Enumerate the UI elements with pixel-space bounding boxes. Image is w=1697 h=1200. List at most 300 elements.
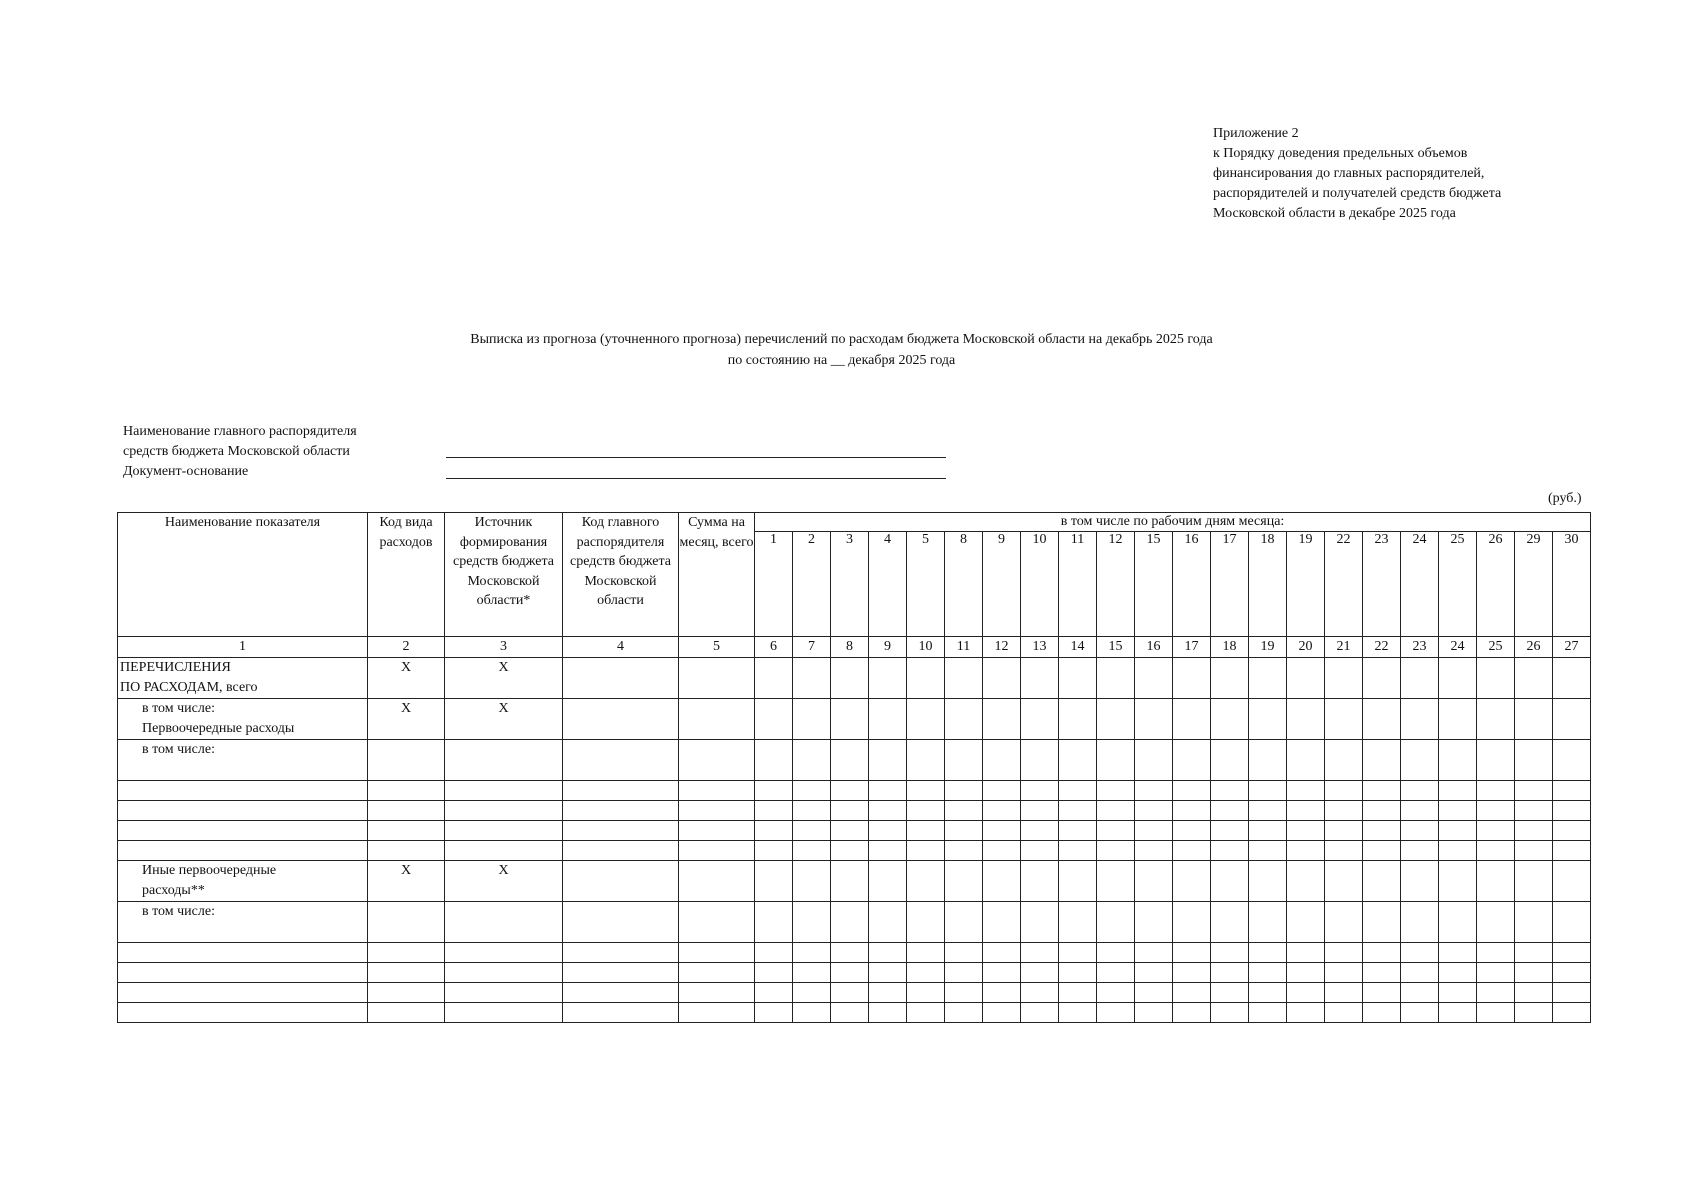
day-cell[interactable]	[1097, 821, 1135, 841]
day-cell[interactable]	[869, 983, 907, 1003]
day-cell[interactable]	[1553, 841, 1591, 861]
table-cell[interactable]	[679, 943, 755, 963]
day-cell[interactable]	[1401, 658, 1439, 699]
day-cell[interactable]	[1287, 963, 1325, 983]
day-cell[interactable]	[1439, 699, 1477, 740]
day-cell[interactable]	[907, 740, 945, 781]
day-cell[interactable]	[1401, 801, 1439, 821]
day-cell[interactable]	[983, 699, 1021, 740]
day-cell[interactable]	[1515, 699, 1553, 740]
table-cell[interactable]	[563, 801, 679, 821]
day-cell[interactable]	[1021, 861, 1059, 902]
day-cell[interactable]	[1287, 801, 1325, 821]
day-cell[interactable]	[831, 902, 869, 943]
day-cell[interactable]	[1515, 740, 1553, 781]
day-cell[interactable]	[907, 983, 945, 1003]
day-cell[interactable]	[1021, 841, 1059, 861]
day-cell[interactable]	[945, 821, 983, 841]
day-cell[interactable]	[1097, 902, 1135, 943]
day-cell[interactable]	[1439, 821, 1477, 841]
day-cell[interactable]	[1363, 1003, 1401, 1023]
day-cell[interactable]	[1135, 801, 1173, 821]
table-cell[interactable]	[679, 861, 755, 902]
day-cell[interactable]	[793, 1003, 831, 1023]
day-cell[interactable]	[945, 902, 983, 943]
day-cell[interactable]	[1135, 658, 1173, 699]
day-cell[interactable]	[1363, 841, 1401, 861]
table-cell[interactable]	[679, 963, 755, 983]
table-cell[interactable]	[679, 1003, 755, 1023]
day-cell[interactable]	[831, 861, 869, 902]
day-cell[interactable]	[1401, 1003, 1439, 1023]
day-cell[interactable]	[945, 1003, 983, 1023]
day-cell[interactable]	[1325, 841, 1363, 861]
day-cell[interactable]	[1249, 781, 1287, 801]
day-cell[interactable]	[1325, 821, 1363, 841]
day-cell[interactable]	[831, 699, 869, 740]
day-cell[interactable]	[1173, 963, 1211, 983]
day-cell[interactable]	[1173, 983, 1211, 1003]
day-cell[interactable]	[1059, 861, 1097, 902]
day-cell[interactable]	[1135, 821, 1173, 841]
day-cell[interactable]	[1287, 841, 1325, 861]
day-cell[interactable]	[1021, 902, 1059, 943]
day-cell[interactable]	[1211, 1003, 1249, 1023]
day-cell[interactable]	[1401, 902, 1439, 943]
day-cell[interactable]	[983, 801, 1021, 821]
day-cell[interactable]	[1477, 841, 1515, 861]
day-cell[interactable]	[1021, 658, 1059, 699]
day-cell[interactable]	[1363, 902, 1401, 943]
day-cell[interactable]	[793, 963, 831, 983]
day-cell[interactable]	[755, 801, 793, 821]
table-cell[interactable]	[445, 841, 563, 861]
day-cell[interactable]	[1135, 983, 1173, 1003]
day-cell[interactable]	[831, 740, 869, 781]
day-cell[interactable]	[869, 841, 907, 861]
day-cell[interactable]	[1135, 841, 1173, 861]
day-cell[interactable]	[1021, 963, 1059, 983]
day-cell[interactable]	[1401, 699, 1439, 740]
day-cell[interactable]	[755, 740, 793, 781]
day-cell[interactable]	[1059, 821, 1097, 841]
table-cell[interactable]	[368, 1003, 445, 1023]
day-cell[interactable]	[1401, 963, 1439, 983]
day-cell[interactable]	[1021, 740, 1059, 781]
day-cell[interactable]	[1325, 781, 1363, 801]
day-cell[interactable]	[1401, 781, 1439, 801]
day-cell[interactable]	[1363, 983, 1401, 1003]
day-cell[interactable]	[1325, 943, 1363, 963]
day-cell[interactable]	[1477, 658, 1515, 699]
day-cell[interactable]	[1477, 943, 1515, 963]
day-cell[interactable]	[831, 821, 869, 841]
day-cell[interactable]	[793, 902, 831, 943]
day-cell[interactable]	[755, 699, 793, 740]
day-cell[interactable]	[1401, 861, 1439, 902]
table-cell[interactable]	[445, 740, 563, 781]
day-cell[interactable]	[1135, 861, 1173, 902]
day-cell[interactable]	[1477, 821, 1515, 841]
day-cell[interactable]	[1287, 781, 1325, 801]
day-cell[interactable]	[755, 658, 793, 699]
table-cell[interactable]	[679, 841, 755, 861]
table-cell[interactable]	[368, 740, 445, 781]
table-cell[interactable]	[445, 963, 563, 983]
day-cell[interactable]	[1553, 1003, 1591, 1023]
day-cell[interactable]	[907, 902, 945, 943]
day-cell[interactable]	[1287, 902, 1325, 943]
day-cell[interactable]	[1173, 801, 1211, 821]
day-cell[interactable]	[1325, 801, 1363, 821]
day-cell[interactable]	[1401, 740, 1439, 781]
table-cell[interactable]	[679, 821, 755, 841]
day-cell[interactable]	[1439, 781, 1477, 801]
day-cell[interactable]	[869, 781, 907, 801]
day-cell[interactable]	[1401, 841, 1439, 861]
day-cell[interactable]	[1135, 1003, 1173, 1023]
day-cell[interactable]	[1097, 963, 1135, 983]
day-cell[interactable]	[1515, 841, 1553, 861]
day-cell[interactable]	[1059, 658, 1097, 699]
day-cell[interactable]	[1059, 841, 1097, 861]
day-cell[interactable]	[1135, 740, 1173, 781]
day-cell[interactable]	[1021, 821, 1059, 841]
day-cell[interactable]	[793, 943, 831, 963]
day-cell[interactable]	[1211, 658, 1249, 699]
day-cell[interactable]	[831, 1003, 869, 1023]
day-cell[interactable]	[1059, 943, 1097, 963]
day-cell[interactable]	[1363, 658, 1401, 699]
day-cell[interactable]	[869, 699, 907, 740]
day-cell[interactable]	[793, 841, 831, 861]
table-cell[interactable]	[563, 658, 679, 699]
day-cell[interactable]	[1477, 801, 1515, 821]
day-cell[interactable]	[1021, 943, 1059, 963]
day-cell[interactable]	[1325, 963, 1363, 983]
day-cell[interactable]	[1211, 781, 1249, 801]
day-cell[interactable]	[1211, 841, 1249, 861]
day-cell[interactable]	[1249, 801, 1287, 821]
day-cell[interactable]	[1553, 902, 1591, 943]
day-cell[interactable]	[831, 841, 869, 861]
day-cell[interactable]	[831, 781, 869, 801]
day-cell[interactable]	[983, 1003, 1021, 1023]
table-cell[interactable]	[118, 781, 368, 801]
day-cell[interactable]	[1211, 740, 1249, 781]
day-cell[interactable]	[983, 902, 1021, 943]
day-cell[interactable]	[1059, 801, 1097, 821]
day-cell[interactable]	[1477, 983, 1515, 1003]
day-cell[interactable]	[983, 841, 1021, 861]
table-cell[interactable]	[563, 943, 679, 963]
day-cell[interactable]	[1135, 943, 1173, 963]
day-cell[interactable]	[831, 943, 869, 963]
day-cell[interactable]	[1097, 658, 1135, 699]
day-cell[interactable]	[1249, 902, 1287, 943]
day-cell[interactable]	[983, 963, 1021, 983]
day-cell[interactable]	[1097, 1003, 1135, 1023]
day-cell[interactable]	[1553, 658, 1591, 699]
table-cell[interactable]	[368, 801, 445, 821]
table-cell[interactable]	[445, 821, 563, 841]
day-cell[interactable]	[945, 943, 983, 963]
day-cell[interactable]	[1021, 781, 1059, 801]
day-cell[interactable]	[1287, 1003, 1325, 1023]
day-cell[interactable]	[1211, 943, 1249, 963]
day-cell[interactable]	[755, 821, 793, 841]
day-cell[interactable]	[1211, 963, 1249, 983]
day-cell[interactable]	[1515, 1003, 1553, 1023]
day-cell[interactable]	[793, 740, 831, 781]
table-cell[interactable]	[563, 841, 679, 861]
day-cell[interactable]	[1325, 658, 1363, 699]
table-cell[interactable]	[563, 740, 679, 781]
day-cell[interactable]	[1439, 801, 1477, 821]
table-cell[interactable]	[679, 902, 755, 943]
day-cell[interactable]	[1097, 841, 1135, 861]
day-cell[interactable]	[1515, 963, 1553, 983]
day-cell[interactable]	[1097, 699, 1135, 740]
day-cell[interactable]	[793, 658, 831, 699]
day-cell[interactable]	[945, 801, 983, 821]
day-cell[interactable]	[1287, 699, 1325, 740]
day-cell[interactable]	[1287, 943, 1325, 963]
day-cell[interactable]	[1021, 699, 1059, 740]
day-cell[interactable]	[1439, 740, 1477, 781]
day-cell[interactable]	[1363, 821, 1401, 841]
day-cell[interactable]	[1287, 983, 1325, 1003]
day-cell[interactable]	[1325, 740, 1363, 781]
day-cell[interactable]	[1515, 658, 1553, 699]
day-cell[interactable]	[831, 801, 869, 821]
day-cell[interactable]	[1477, 781, 1515, 801]
day-cell[interactable]	[869, 943, 907, 963]
table-cell[interactable]	[118, 943, 368, 963]
day-cell[interactable]	[1097, 801, 1135, 821]
day-cell[interactable]	[907, 699, 945, 740]
day-cell[interactable]	[907, 781, 945, 801]
day-cell[interactable]	[1173, 699, 1211, 740]
table-cell[interactable]	[445, 983, 563, 1003]
day-cell[interactable]	[1515, 861, 1553, 902]
day-cell[interactable]	[1363, 781, 1401, 801]
day-cell[interactable]	[1363, 963, 1401, 983]
table-cell[interactable]	[368, 943, 445, 963]
day-cell[interactable]	[1173, 841, 1211, 861]
day-cell[interactable]	[1515, 821, 1553, 841]
table-cell[interactable]	[118, 963, 368, 983]
day-cell[interactable]	[1439, 983, 1477, 1003]
day-cell[interactable]	[1059, 740, 1097, 781]
day-cell[interactable]	[1439, 943, 1477, 963]
day-cell[interactable]	[945, 740, 983, 781]
table-cell[interactable]	[679, 781, 755, 801]
day-cell[interactable]	[1173, 861, 1211, 902]
table-cell[interactable]	[679, 983, 755, 1003]
table-cell[interactable]	[563, 861, 679, 902]
day-cell[interactable]	[869, 801, 907, 821]
table-cell[interactable]	[118, 841, 368, 861]
day-cell[interactable]	[755, 861, 793, 902]
day-cell[interactable]	[1059, 699, 1097, 740]
day-cell[interactable]	[755, 983, 793, 1003]
table-cell[interactable]	[563, 1003, 679, 1023]
day-cell[interactable]	[1553, 983, 1591, 1003]
day-cell[interactable]	[1097, 943, 1135, 963]
day-cell[interactable]	[907, 963, 945, 983]
day-cell[interactable]	[869, 1003, 907, 1023]
table-cell[interactable]	[563, 821, 679, 841]
day-cell[interactable]	[1249, 983, 1287, 1003]
day-cell[interactable]	[793, 699, 831, 740]
day-cell[interactable]	[1515, 943, 1553, 963]
table-cell[interactable]	[368, 841, 445, 861]
day-cell[interactable]	[907, 841, 945, 861]
day-cell[interactable]	[1211, 699, 1249, 740]
day-cell[interactable]	[983, 861, 1021, 902]
day-cell[interactable]	[1097, 983, 1135, 1003]
day-cell[interactable]	[1211, 801, 1249, 821]
day-cell[interactable]	[1477, 963, 1515, 983]
day-cell[interactable]	[1477, 1003, 1515, 1023]
table-cell[interactable]	[368, 963, 445, 983]
day-cell[interactable]	[793, 821, 831, 841]
day-cell[interactable]	[1401, 821, 1439, 841]
day-cell[interactable]	[831, 983, 869, 1003]
day-cell[interactable]	[1021, 983, 1059, 1003]
table-cell[interactable]	[679, 699, 755, 740]
day-cell[interactable]	[869, 861, 907, 902]
day-cell[interactable]	[1363, 699, 1401, 740]
day-cell[interactable]	[1135, 902, 1173, 943]
day-cell[interactable]	[983, 740, 1021, 781]
day-cell[interactable]	[1211, 983, 1249, 1003]
day-cell[interactable]	[1515, 781, 1553, 801]
day-cell[interactable]	[1477, 861, 1515, 902]
day-cell[interactable]	[1173, 1003, 1211, 1023]
table-cell[interactable]	[445, 902, 563, 943]
day-cell[interactable]	[1059, 781, 1097, 801]
day-cell[interactable]	[1211, 861, 1249, 902]
day-cell[interactable]	[1325, 699, 1363, 740]
day-cell[interactable]	[755, 963, 793, 983]
day-cell[interactable]	[1287, 658, 1325, 699]
table-cell[interactable]	[563, 781, 679, 801]
day-cell[interactable]	[831, 658, 869, 699]
day-cell[interactable]	[1439, 658, 1477, 699]
day-cell[interactable]	[1439, 902, 1477, 943]
day-cell[interactable]	[869, 963, 907, 983]
day-cell[interactable]	[1211, 902, 1249, 943]
day-cell[interactable]	[983, 781, 1021, 801]
table-cell[interactable]	[118, 801, 368, 821]
day-cell[interactable]	[1287, 740, 1325, 781]
day-cell[interactable]	[1249, 1003, 1287, 1023]
day-cell[interactable]	[1553, 781, 1591, 801]
table-cell[interactable]	[118, 821, 368, 841]
day-cell[interactable]	[1135, 699, 1173, 740]
day-cell[interactable]	[1173, 943, 1211, 963]
day-cell[interactable]	[1173, 902, 1211, 943]
day-cell[interactable]	[1439, 841, 1477, 861]
day-cell[interactable]	[1325, 861, 1363, 902]
day-cell[interactable]	[1515, 983, 1553, 1003]
day-cell[interactable]	[1249, 699, 1287, 740]
day-cell[interactable]	[1097, 861, 1135, 902]
day-cell[interactable]	[1553, 699, 1591, 740]
day-cell[interactable]	[1363, 861, 1401, 902]
day-cell[interactable]	[983, 943, 1021, 963]
day-cell[interactable]	[755, 1003, 793, 1023]
day-cell[interactable]	[1553, 821, 1591, 841]
table-cell[interactable]	[679, 740, 755, 781]
day-cell[interactable]	[907, 658, 945, 699]
day-cell[interactable]	[1325, 1003, 1363, 1023]
table-cell[interactable]	[368, 983, 445, 1003]
day-cell[interactable]	[945, 781, 983, 801]
table-cell[interactable]	[679, 658, 755, 699]
table-cell[interactable]	[368, 781, 445, 801]
day-cell[interactable]	[1249, 963, 1287, 983]
day-cell[interactable]	[1439, 963, 1477, 983]
day-cell[interactable]	[1249, 841, 1287, 861]
day-cell[interactable]	[1515, 801, 1553, 821]
day-cell[interactable]	[793, 983, 831, 1003]
table-cell[interactable]	[368, 902, 445, 943]
day-cell[interactable]	[1401, 983, 1439, 1003]
day-cell[interactable]	[907, 861, 945, 902]
table-cell[interactable]	[445, 943, 563, 963]
day-cell[interactable]	[945, 841, 983, 861]
day-cell[interactable]	[1059, 1003, 1097, 1023]
day-cell[interactable]	[1173, 781, 1211, 801]
table-cell[interactable]	[563, 902, 679, 943]
table-cell[interactable]	[368, 821, 445, 841]
day-cell[interactable]	[1135, 963, 1173, 983]
day-cell[interactable]	[945, 699, 983, 740]
day-cell[interactable]	[1287, 861, 1325, 902]
day-cell[interactable]	[1021, 801, 1059, 821]
day-cell[interactable]	[907, 943, 945, 963]
day-cell[interactable]	[1249, 861, 1287, 902]
day-cell[interactable]	[1097, 740, 1135, 781]
day-cell[interactable]	[907, 1003, 945, 1023]
day-cell[interactable]	[1211, 821, 1249, 841]
day-cell[interactable]	[1515, 902, 1553, 943]
table-cell[interactable]	[563, 963, 679, 983]
table-cell[interactable]	[445, 1003, 563, 1023]
day-cell[interactable]	[945, 983, 983, 1003]
day-cell[interactable]	[1325, 902, 1363, 943]
day-cell[interactable]	[1477, 902, 1515, 943]
day-cell[interactable]	[1059, 963, 1097, 983]
day-cell[interactable]	[1249, 943, 1287, 963]
day-cell[interactable]	[755, 781, 793, 801]
day-cell[interactable]	[755, 902, 793, 943]
day-cell[interactable]	[869, 902, 907, 943]
day-cell[interactable]	[1553, 963, 1591, 983]
day-cell[interactable]	[1363, 943, 1401, 963]
table-cell[interactable]	[563, 983, 679, 1003]
table-cell[interactable]	[118, 983, 368, 1003]
day-cell[interactable]	[1249, 821, 1287, 841]
day-cell[interactable]	[1059, 983, 1097, 1003]
day-cell[interactable]	[793, 801, 831, 821]
day-cell[interactable]	[1553, 943, 1591, 963]
day-cell[interactable]	[1135, 781, 1173, 801]
day-cell[interactable]	[1363, 801, 1401, 821]
